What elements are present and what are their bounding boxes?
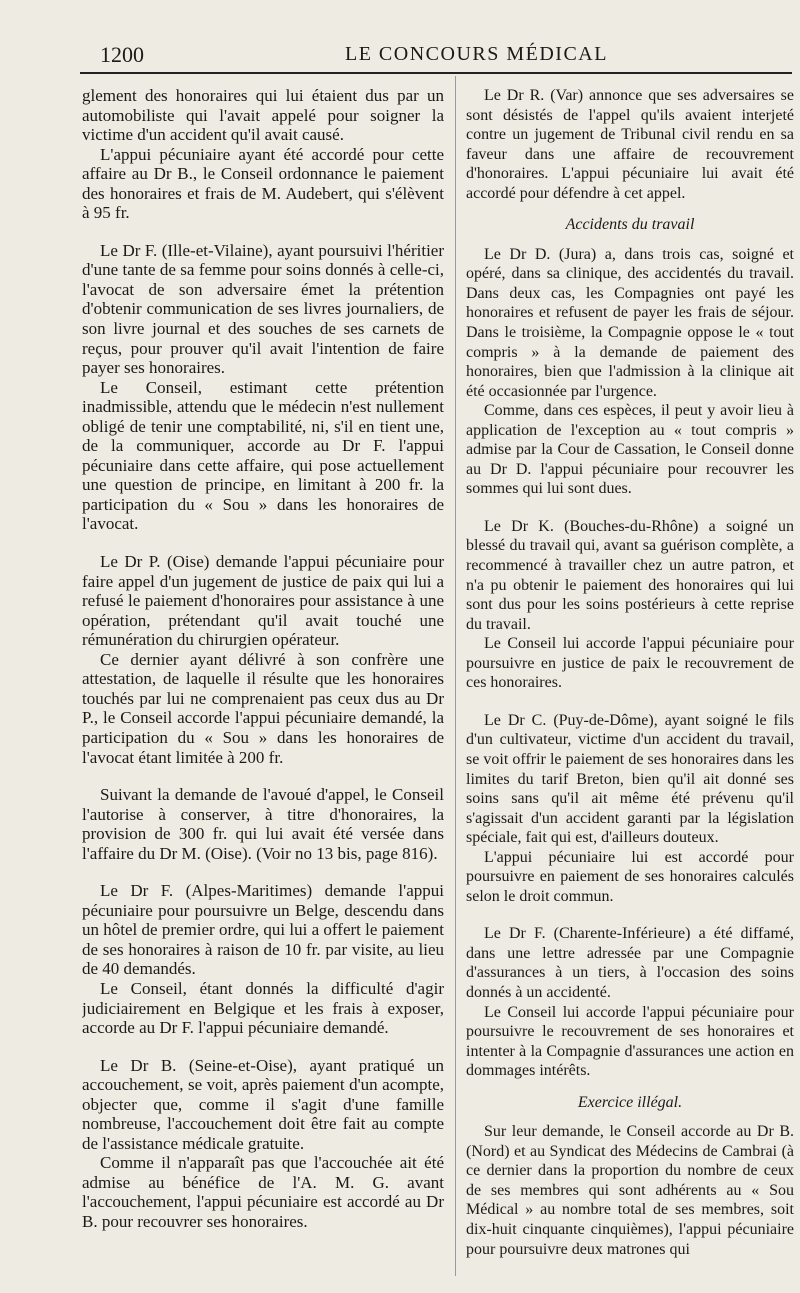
- paragraph: Le Dr R. (Var) annonce que ses adversaires se sont désistés de l'appel qu'ils avaient interjeté contre un jugement de Tribunal civil rendu en sa faveur dans une affaire de recouvrement d'honoraires. L'appui pécuniaire lui avait été accordé pour défendre à cet appel.: [466, 87, 794, 202]
- paragraph: glement des honoraires qui lui étaient dus par un automobiliste qui l'avait appelé pour soigner la victime d'un accident qu'il avait causé.: [82, 86, 444, 145]
- paragraph: Sur leur demande, le Conseil accorde au Dr B. (Nord) et au Syndicat des Médecins de Cambrai (à ce dernier dans la proportion du nombre de ceux de ses membres qui sont adhérents au « Sou Médical » au nombre total de ses membres, soit dix-huit cinquante cinquièmes), l'appui pécuniaire pour poursuivre deux matrones qui: [466, 1123, 794, 1258]
- page-number: 1200: [100, 42, 144, 67]
- paragraph: Le Dr F. (Ille-et-Vilaine), ayant poursuivi l'héritier d'une tante de sa femme pour soins donnés à celle-ci, l'avocat de son adversaire émet la prétention d'obtenir communication de ses livres journaliers, de son livre journal et des souches de ses carnets de reçus, pour prouver qu'il avait l'intention de faire payer ses honoraires.: [82, 240, 444, 378]
- paragraph: Le Dr D. (Jura) a, dans trois cas, soigné et opéré, dans sa clinique, des accidentés du travail. Dans deux cas, les Compagnies ont payé les honoraires et refusent de payer les frais de séjour. Dans le troisième, la Compagnie oppose le « tout compris » à la demande de paiement des honoraires, bien que l'admission à la clinique ait été occasionnée par l'urgence.: [466, 245, 794, 400]
- paragraph: Suivant la demande de l'avoué d'appel, le Conseil l'autorise à conserver, à titre d'honoraires, la provision de 300 fr. qui lui avait été versée dans l'affaire du Dr M. (Oise). (Voir no 13 bis, page 816).: [82, 785, 444, 863]
- paragraph: Le Dr K. (Bouches-du-Rhône) a soigné un blessé du travail qui, avant sa guérison complète, a recommencé à travailler chez un autre patron, et n'a pu obtenir le paiement des honoraires qui lui sont dus pour les soins postérieurs à cette reprise du travail.: [466, 517, 794, 633]
- paragraph: Le Dr F. (Alpes-Maritimes) demande l'appui pécuniaire pour poursuivre un Belge, descendu dans un hôtel de premier ordre, qui lui a offert le paiement de ses honoraires à raison de 10 fr. par visite, au lieu de 40 demandés.: [82, 881, 444, 979]
- page-header: [100, 42, 790, 70]
- paragraph: Comme, dans ces espèces, il peut y avoir lieu à application de l'exception au « tout compris » admise par la Cour de Cassation, le Conseil donne au Dr D. l'appui pécuniaire pour recouvrer les sommes qui lui sont dues.: [466, 402, 794, 498]
- paragraph: Le Conseil lui accorde l'appui pécuniaire pour poursuivre en justice de paix le recouvrement de ces honoraires.: [466, 635, 794, 692]
- paragraph: Le Dr F. (Charente-Inférieure) a été diffamé, dans une lettre adressée par une Compagnie d'assurances à un tiers, à l'occasion des soins donnés à un accidenté.: [466, 925, 794, 1001]
- paragraph: Le Conseil, estimant cette prétention inadmissible, attendu que le médecin n'est nullement obligé de tenir une comptabilité, ni, s'il en tient une, de la communiquer, accorde au Dr F. l'appui pécuniaire dans cette affaire, qui pose actuellement une question de principe, en limitant à 200 fr. la participation du « Sou » dans les honoraires de l'avocat.: [82, 377, 444, 534]
- paragraph: Comme il n'apparaît pas que l'accouchée ait été admise au bénéfice de l'A. M. G. avant l'accouchement, l'appui pécuniaire est accordé au Dr B. pour recouvrer ses honoraires.: [82, 1153, 444, 1231]
- paragraph: L'appui pécuniaire lui est accordé pour poursuivre en paiement de ses honoraires calculés selon le droit commun.: [466, 848, 794, 905]
- paragraph: Le Conseil lui accorde l'appui pécuniaire pour poursuivre le recouvrement de ses honoraires et intenter à la Compagnie d'assurances une action en dommages intérêts.: [466, 1003, 794, 1080]
- left-column: [82, 86, 444, 1276]
- paragraph: Le Dr P. (Oise) demande l'appui pécuniaire pour faire appel d'un jugement de justice de paix qui lui a refusé le paiement d'honoraires pour assistance à une opération, prétendant qu'il avait touché une rémunération du chirurgien opérateur.: [82, 552, 444, 650]
- right-column: [466, 86, 794, 1276]
- section-heading-accidents: Accidents du travail: [565, 216, 695, 234]
- paragraph: Le Conseil, étant donnés la difficulté d'agir judiciairement en Belgique et les frais à exposer, accorde au Dr F. l'appui pécuniaire demandé.: [82, 978, 444, 1038]
- column-divider: [455, 76, 456, 1276]
- header-rule: [80, 72, 792, 74]
- paragraph: Le Dr C. (Puy-de-Dôme), ayant soigné le fils d'un cultivateur, victime d'un accident du travail, se voit offrir le paiement de ses honoraires dans les limites du tarif Breton, bien qu'il ait donné ses soins sans qu'il ait même été prévenu qu'il s'agissait d'un accident garanti par la législation spéciale, fait qui est, d'ailleurs douteux.: [466, 711, 794, 847]
- paragraph: Ce dernier ayant délivré à son confrère une attestation, de laquelle il résulte que les honoraires touchés par lui ne comprenaient pas ceux dus au Dr P., le Conseil accorde l'appui pécuniaire demandé, la participation du « Sou » dans les honoraires de l'avocat étant limitée à 200 fr.: [82, 649, 444, 767]
- paragraph: Le Dr B. (Seine-et-Oise), ayant pratiqué un accouchement, se voit, après paiement d'un acompte, objecter que, comme il s'agit d'une famille nombreuse, l'accouchement doit être fait au compte de l'assistance médicale gratuite.: [82, 1055, 444, 1153]
- paragraph: L'appui pécuniaire ayant été accordé pour cette affaire au Dr B., le Conseil ordonnance le paiement des honoraires et frais de M. Audebert, qui s'élèvent à 95 fr.: [82, 144, 444, 223]
- journal-title: LE CONCOURS MÉDICAL: [345, 43, 608, 65]
- section-heading-exercice: Exercice illégal.: [577, 1093, 683, 1111]
